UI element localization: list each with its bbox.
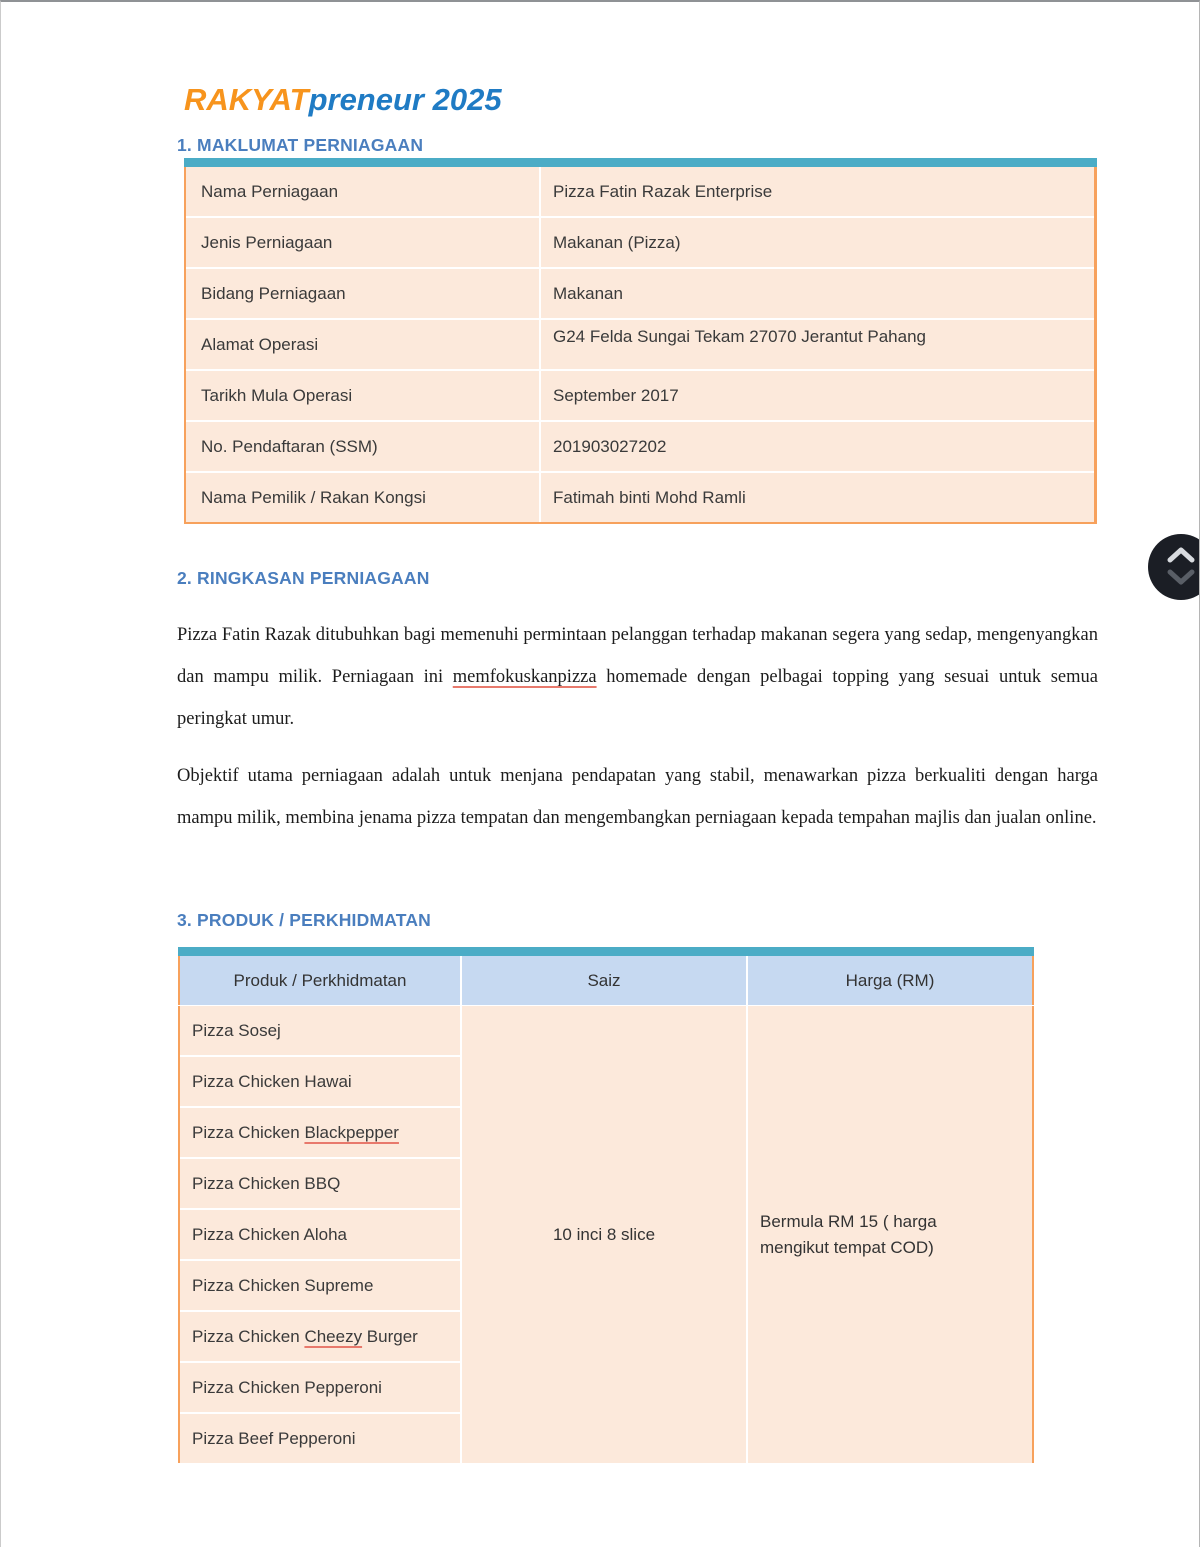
- product-name: Pizza Chicken Aloha: [192, 1224, 347, 1244]
- info-table-row: [186, 371, 1094, 420]
- product-row: [180, 1312, 460, 1361]
- info-value: Makanan: [553, 283, 623, 303]
- product-row: [180, 1363, 460, 1412]
- logo-preneur-text: preneur 2025: [308, 82, 502, 117]
- info-label: Alamat Operasi: [186, 320, 541, 369]
- product-name: Pizza Chicken Hawai: [192, 1071, 352, 1091]
- info-table-row: [186, 218, 1094, 267]
- product-list: [180, 1006, 462, 1463]
- logo-rakyat-text: RAKYAT: [184, 82, 309, 117]
- product-row: [180, 1414, 460, 1463]
- size-cell: 10 inci 8 slice: [462, 1006, 748, 1463]
- info-value: 201903027202: [553, 436, 667, 456]
- summary-paragraph-1: Pizza Fatin Razak ditubuhkan bagi memenuhi permintaan pelanggan terhadap makanan segera yang sedap, mengenyangkan dan mampu milik. Perniagaan ini memfokuskanpizza homemade dengan pelbagai topping yang sesuai untuk semua peringkat umur.: [177, 625, 1098, 729]
- product-row: [180, 1108, 460, 1157]
- info-value: G24 Felda Sungai Tekam 27070 Jerantut Pahang: [553, 327, 927, 346]
- info-label: Bidang Perniagaan: [186, 269, 541, 318]
- scroll-widget[interactable]: [1147, 533, 1200, 601]
- info-value: September 2017: [553, 385, 679, 405]
- info-table-row: [186, 269, 1094, 318]
- column-header-product: Produk / Perkhidmatan: [180, 956, 462, 1005]
- products-table-body: [178, 1006, 1034, 1463]
- info-value: Makanan (Pizza): [553, 232, 681, 252]
- business-info-rows: [184, 167, 1097, 524]
- section1-heading: 1. MAKLUMAT PERNIAGAAN: [177, 135, 424, 155]
- product-row: [180, 1057, 460, 1106]
- product-name: Pizza Chicken Supreme: [192, 1275, 374, 1295]
- table-top-accent-bar: [184, 158, 1097, 167]
- info-table-row: [186, 473, 1094, 522]
- product-row: [180, 1006, 460, 1055]
- product-name: Pizza Chicken Pepperoni: [192, 1377, 382, 1397]
- misspelled-word: memfokuskanpizza: [452, 667, 597, 687]
- info-label: Nama Pemilik / Rakan Kongsi: [186, 473, 541, 522]
- section2-heading: 2. RINGKASAN PERNIAGAAN: [177, 568, 430, 588]
- price-text: Bermula RM 15 ( harga mengikut tempat COD): [760, 1211, 937, 1257]
- column-header-price: Harga (RM): [845, 970, 935, 990]
- logo: [184, 82, 502, 118]
- products-table: [178, 947, 1034, 1463]
- product-row: [180, 1261, 460, 1310]
- info-table-row: [186, 320, 1094, 369]
- info-value: Pizza Fatin Razak Enterprise: [553, 181, 773, 201]
- table-top-accent-bar: [178, 947, 1034, 956]
- product-name: Pizza Chicken Cheezy Burger: [192, 1326, 418, 1346]
- business-info-table: [184, 158, 1097, 524]
- info-table-row: [186, 422, 1094, 471]
- summary-paragraph-2: Objektif utama perniagaan adalah untuk menjana pendapatan yang stabil, menawarkan pizza berkualiti dengan harga mampu milik, membina jenama pizza tempatan dan mengembangkan perniagaan kepada tempahan majlis dan jualan online.: [177, 766, 1098, 828]
- section3-heading: 3. PRODUK / PERKHIDMATAN: [177, 910, 432, 930]
- scroll-circle: [1148, 534, 1200, 600]
- info-label: Jenis Perniagaan: [186, 218, 541, 267]
- products-table-header: [178, 956, 1034, 1005]
- misspelled-word: Blackpepper: [304, 1122, 399, 1142]
- misspelled-word: Cheezy: [304, 1326, 363, 1346]
- product-name: Pizza Chicken BBQ: [192, 1173, 341, 1193]
- info-label: Nama Perniagaan: [186, 167, 541, 216]
- info-label: Tarikh Mula Operasi: [186, 371, 541, 420]
- product-row: [180, 1159, 460, 1208]
- product-row: [180, 1210, 460, 1259]
- product-name: Pizza Chicken Blackpepper: [192, 1122, 399, 1142]
- info-table-row: [186, 167, 1094, 216]
- info-label: No. Pendaftaran (SSM): [186, 422, 541, 471]
- product-name: Pizza Beef Pepperoni: [192, 1428, 356, 1448]
- product-name: Pizza Sosej: [192, 1020, 281, 1040]
- price-cell: [748, 1006, 1032, 1463]
- column-header-size: Saiz: [462, 956, 748, 1005]
- info-value: Fatimah binti Mohd Ramli: [553, 487, 746, 507]
